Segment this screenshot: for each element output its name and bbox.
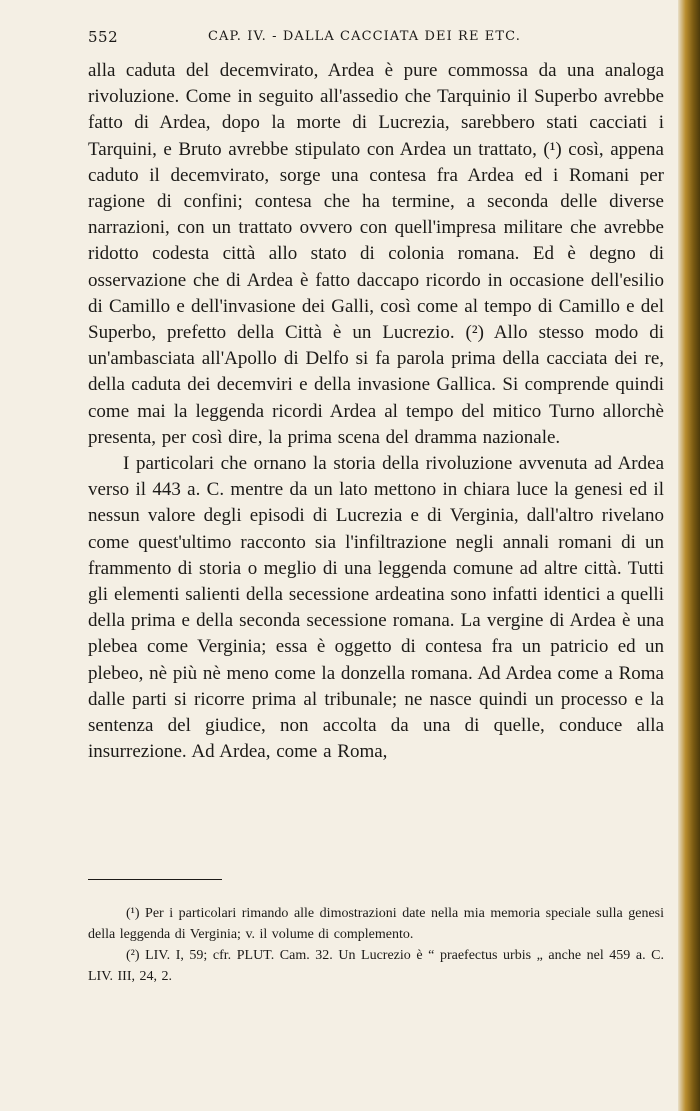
footnote-2: (²) LIV. I, 59; cfr. PLUT. Cam. 32. Un Lucrezio è “ praefectus urbis „ anche nel 459 a. C. LIV. III, 24, 2. — [88, 948, 664, 984]
page-number: 552 — [88, 28, 119, 46]
running-head — [88, 28, 668, 52]
footnotes — [88, 903, 664, 987]
scan-edge — [678, 0, 700, 1111]
footnote-1: (¹) Per i particolari rimando alle dimostrazioni date nella mia memoria speciale sulla genesi della leggenda di Verginia; v. il volume di complemento. — [88, 906, 664, 942]
paragraph-1: alla caduta del decemvirato, Ardea è pure commossa da una analoga rivoluzione. Come in seguito all'assedio che Tarquinio il Superbo avrebbe fatto di Ardea, dopo la morte di Lucrezia, sarebbero stati cacciati i Tarquini, e Bruto avrebbe stipulato con Ardea un trattato, (¹) così, appena caduto il decemvirato, sorge una contesa fra Ardea ed i Romani per ragione di confini; contesa che ha termine, a seconda delle diverse narrazioni, con un trattato ovvero con quell'impresa militare che avrebbe ridotto codesta città allo stato di colonia romana. Ed è degno di osservazione che di Ardea è fatto daccapo ricordo in occasione dell'esilio di Camillo e dell'invasione dei Galli, così come al tempo di Camillo e del Superbo, prefetto della Città è un Lucrezio. (²) Allo stesso modo di un'ambasciata all'Apollo di Delfo si fa parola prima della cacciata dei re, della caduta dei decemviri e della invasione Gallica. Si comprende quindi come mai la leggenda ricordi Ardea al tempo del mitico Turno allorchè presenta, per così dire, la prima scena del dramma nazionale. — [88, 60, 664, 448]
main-text — [88, 58, 664, 765]
footnote-rule — [88, 879, 222, 880]
paragraph-2: I particolari che ornano la storia della rivoluzione avvenuta ad Ardea verso il 443 a. C. mentre da un lato mettono in chiara luce la genesi ed il nessun valore degli episodi di Lucrezia e di Verginia, dall'altro rivelano come quest'ultimo racconto sia l'infiltrazione negli annali romani di un frammento di storia o meglio di una leggenda comune ad altre città. Tutti gli elementi salienti della secessione ardeatina sono infatti identici a quelli della prima e della seconda secessione romana. La vergine di Ardea è una plebea come Verginia; essa è oggetto di contesa fra un patricio ed un plebeo, nè più nè meno come la donzella romana. Ad Ardea come a Roma dalle parti si ricorre prima al tribunale; ne nasce quindi un processo e la sentenza del giudice, non accolta da una di quelle, conduce alla insurrezione. Ad Ardea, come a Roma, — [88, 453, 664, 763]
running-title: CAP. IV. - DALLA CACCIATA DEI RE ETC. — [208, 29, 521, 44]
